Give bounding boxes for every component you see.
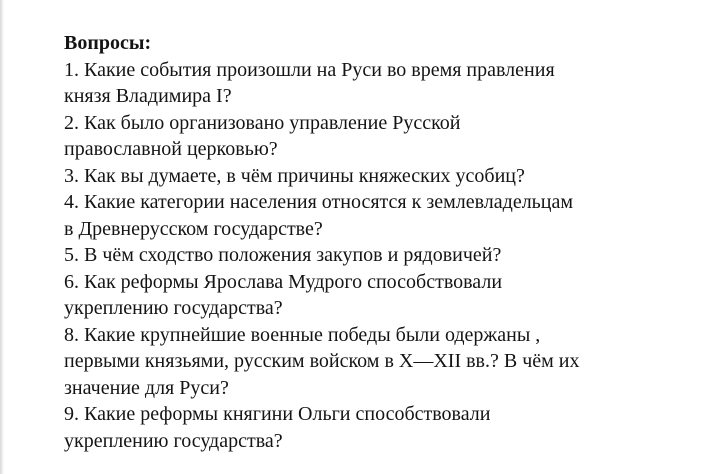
questions-block <box>64 30 704 454</box>
question-line: укреплению государства? <box>64 297 283 319</box>
question-line: первыми князьями, русским войском в X—XII вв.? В чём их <box>64 350 580 372</box>
question-line: в Древнерусском государстве? <box>64 217 323 240</box>
question-line: 1. Какие события произошли на Руси во время правления <box>64 58 555 81</box>
question-line: значение для Руси? <box>64 376 229 399</box>
question-line: 5. В чём сходство положения закупов и рядовичей? <box>64 244 502 266</box>
question-line: 8. Какие крупнейшие военные победы были одержаны , <box>64 323 541 346</box>
question-line: 9. Какие реформы княгини Ольги способствовали <box>64 403 491 425</box>
question-line: 3. Как вы думаете, в чём причины княжеских усобиц? <box>64 164 525 187</box>
question-line: православной церковью? <box>64 138 278 160</box>
question-line: 4. Какие категории населения относятся к землевладельцам <box>64 191 574 213</box>
page-edge-shadow <box>0 0 4 474</box>
question-line: укреплению государства? <box>64 429 283 452</box>
question-line: князя Владимира I? <box>64 85 232 107</box>
questions-heading: Вопросы: <box>64 32 152 54</box>
question-line: 6. Как реформы Ярослава Мудрого способствовали <box>64 270 503 293</box>
question-line: 2. Как было организовано управление Русской <box>64 111 461 134</box>
